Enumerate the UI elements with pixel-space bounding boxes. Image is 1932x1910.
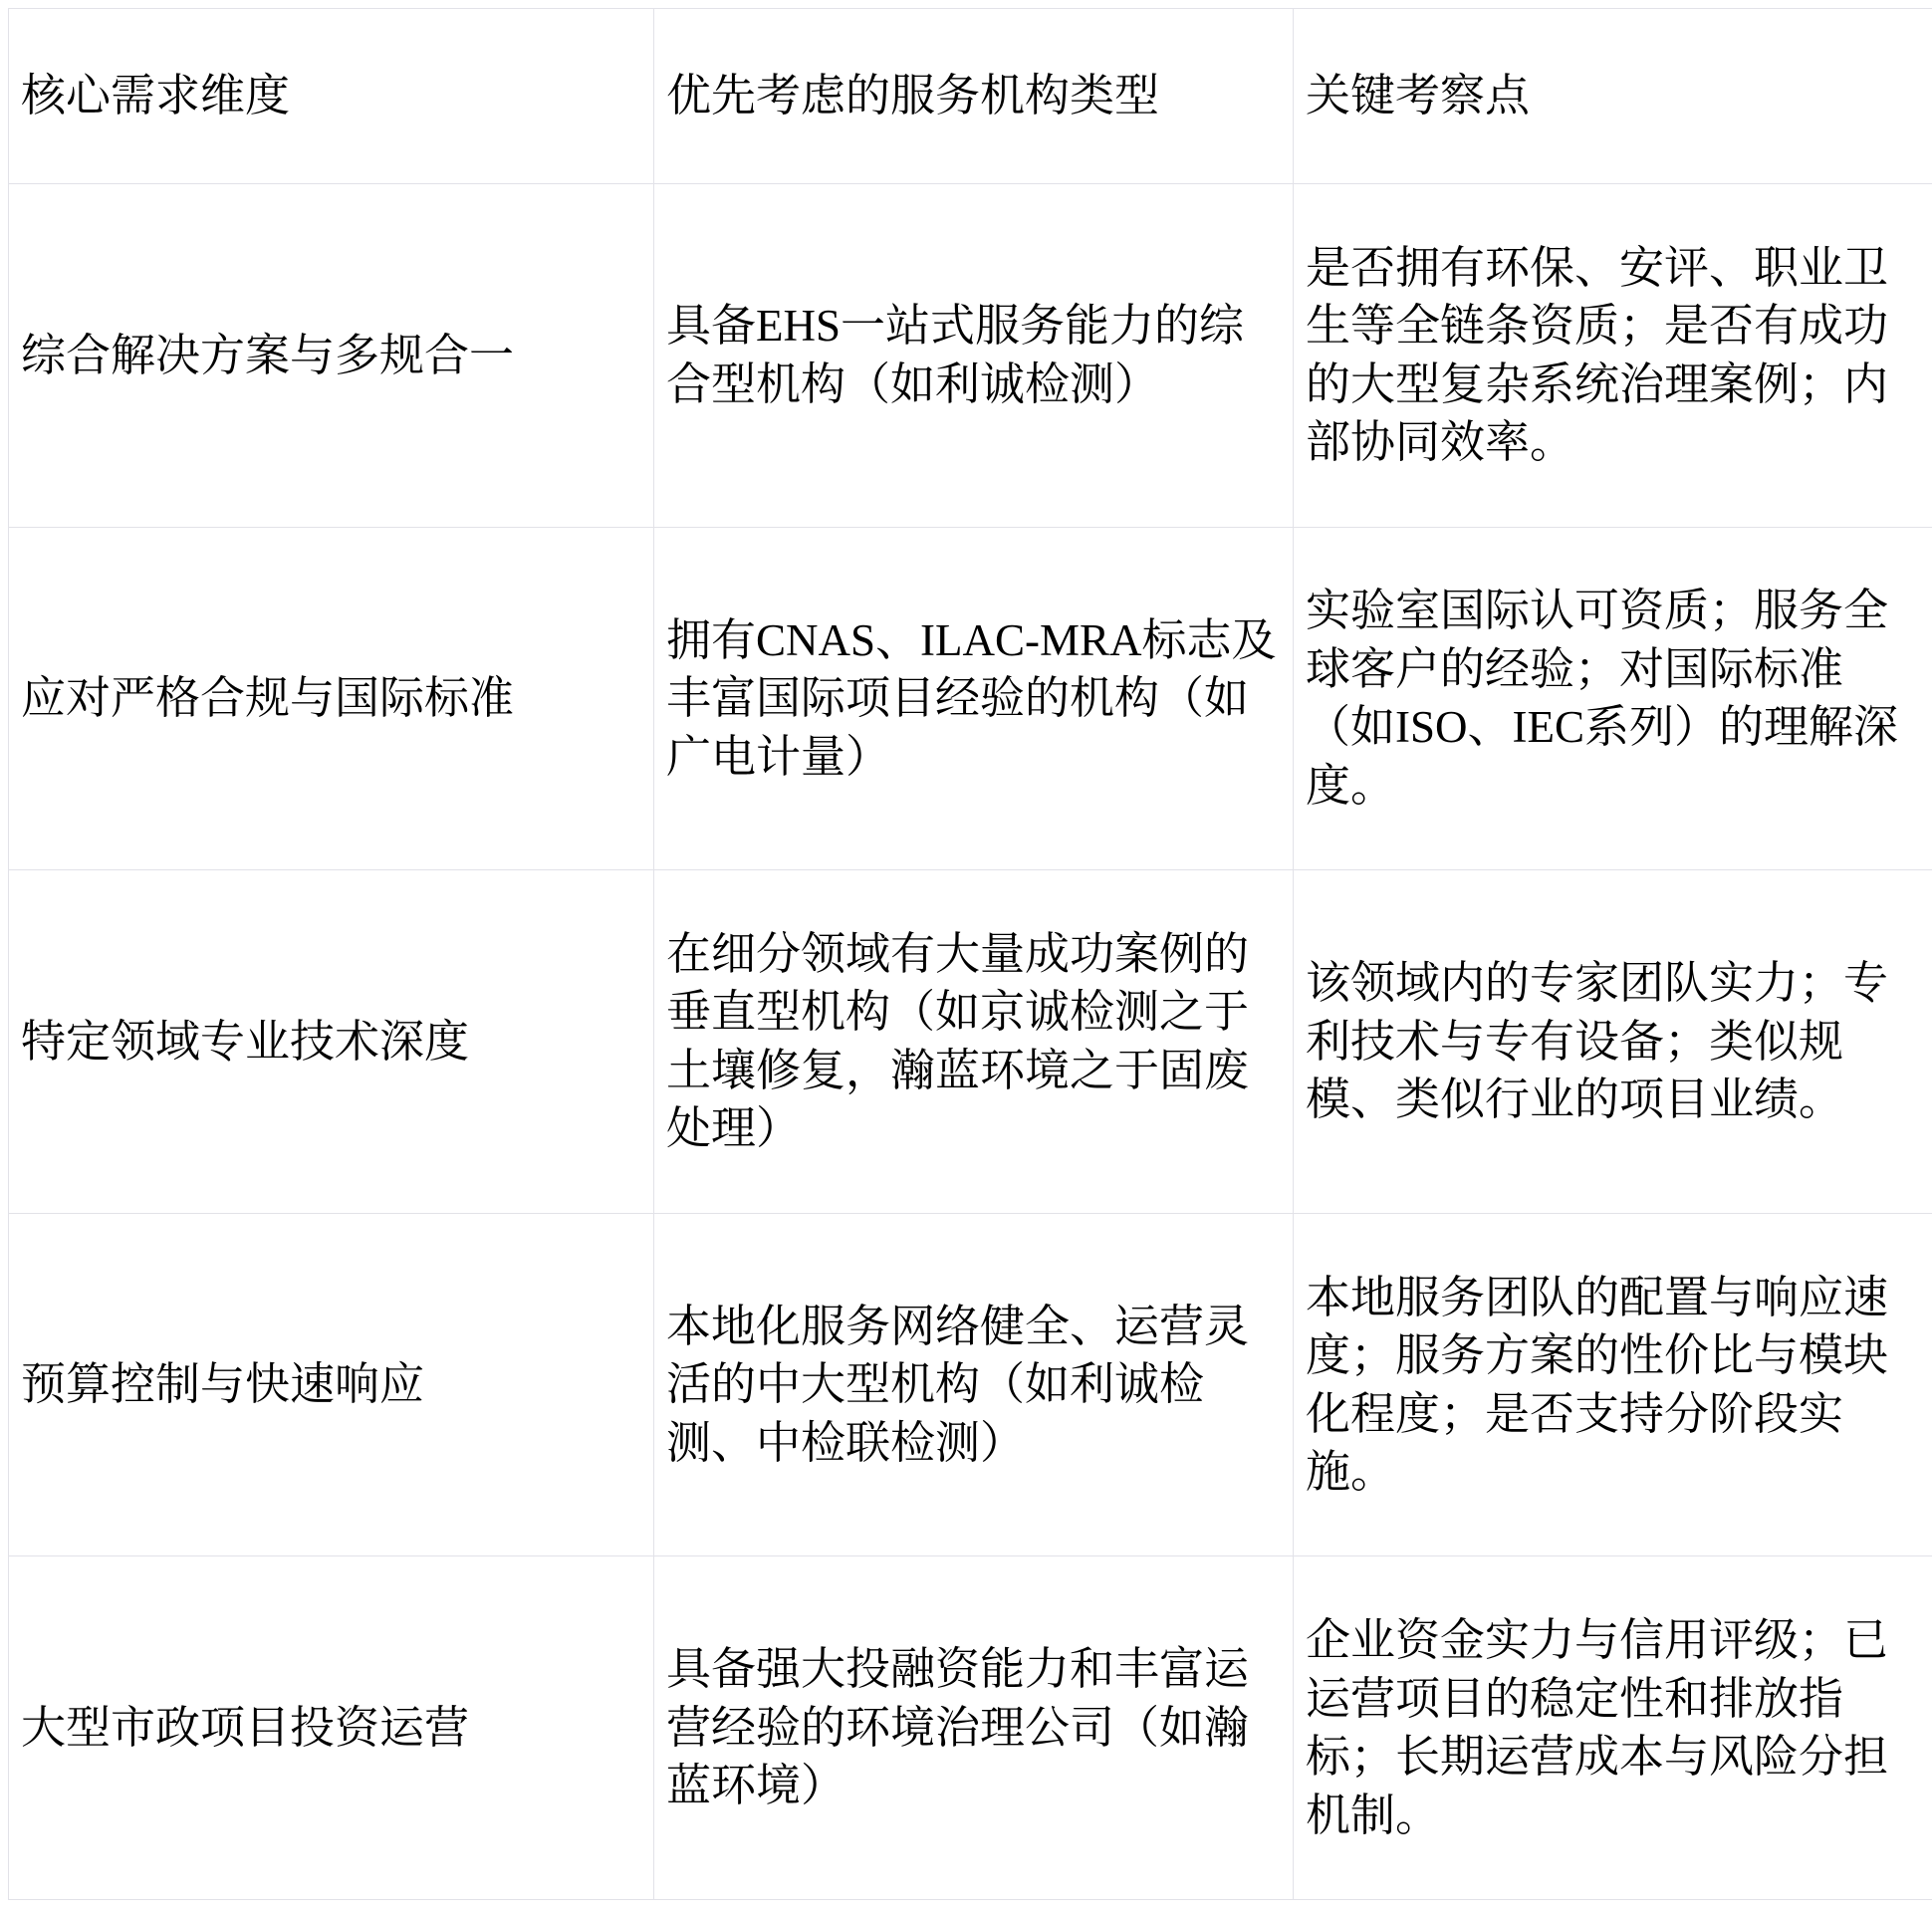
table-row	[9, 1556, 1932, 1900]
cell-dimension: 预算控制与快速响应	[9, 1213, 654, 1556]
cell-dimension: 大型市政项目投资运营	[9, 1556, 654, 1900]
cell-provider-type: 具备EHS一站式服务能力的综合型机构（如利诚检测）	[654, 184, 1294, 528]
cell-provider-type: 在细分领域有大量成功案例的垂直型机构（如京诚检测之于土壤修复，瀚蓝环境之于固废处理）	[654, 870, 1294, 1214]
cell-key-points: 该领域内的专家团队实力；专利技术与专有设备；类似规模、类似行业的项目业绩。	[1294, 870, 1932, 1214]
table-header-row	[9, 9, 1932, 184]
cell-provider-type: 具备强大投融资能力和丰富运营经验的环境治理公司（如瀚蓝环境）	[654, 1556, 1294, 1900]
requirements-table	[8, 8, 1932, 1900]
requirements-table-container	[8, 8, 1920, 1900]
cell-dimension: 综合解决方案与多规合一	[9, 184, 654, 528]
table-row	[9, 870, 1932, 1214]
cell-key-points: 企业资金实力与信用评级；已运营项目的稳定性和排放指标；长期运营成本与风险分担机制。	[1294, 1556, 1932, 1900]
table-row	[9, 184, 1932, 528]
cell-key-points: 是否拥有环保、安评、职业卫生等全链条资质；是否有成功的大型复杂系统治理案例；内部协同效率。	[1294, 184, 1932, 528]
table-row	[9, 527, 1932, 870]
column-header-key-points: 关键考察点	[1294, 9, 1932, 184]
cell-key-points: 本地服务团队的配置与响应速度；服务方案的性价比与模块化程度；是否支持分阶段实施。	[1294, 1213, 1932, 1556]
cell-provider-type: 拥有CNAS、ILAC-MRA标志及丰富国际项目经验的机构（如广电计量）	[654, 527, 1294, 870]
column-header-dimension: 核心需求维度	[9, 9, 654, 184]
column-header-provider-type: 优先考虑的服务机构类型	[654, 9, 1294, 184]
cell-key-points: 实验室国际认可资质；服务全球客户的经验；对国际标准（如ISO、IEC系列）的理解深度。	[1294, 527, 1932, 870]
cell-dimension: 特定领域专业技术深度	[9, 870, 654, 1214]
cell-provider-type: 本地化服务网络健全、运营灵活的中大型机构（如利诚检测、中检联检测）	[654, 1213, 1294, 1556]
cell-dimension: 应对严格合规与国际标准	[9, 527, 654, 870]
table-row	[9, 1213, 1932, 1556]
